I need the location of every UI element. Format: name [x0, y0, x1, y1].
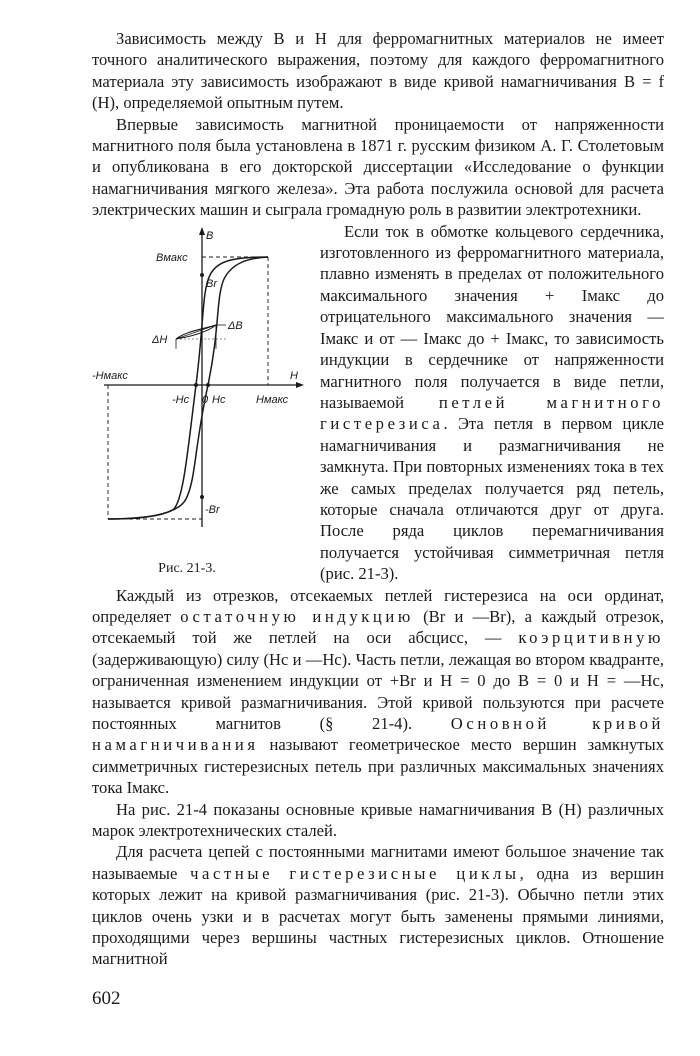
b-axis-arrow — [199, 227, 205, 235]
paragraph-3-text-b: . Эта петля в первом цикле намагничивания и размагничивания не замкнута. При повторных изменениях тока в тех же самых пределах получается ряд петель, которые сначала отличаются друг от друга. После ряда циклов перемагничивания получается устойчивая симметричная петля (рис. 21-3). — [320, 414, 664, 584]
term-coercive: коэрцитивную — [518, 628, 664, 648]
label-bmax: Bмакс — [156, 251, 188, 264]
page-number: 602 — [92, 988, 121, 1009]
h-axis-arrow — [296, 382, 304, 388]
hc-point — [206, 383, 210, 387]
paragraph-4-text-d: называют геометрическое место вершин замкнутых симметричных гистерезисных петель при различных максимальных значениях тока Iмакс. — [92, 735, 664, 798]
paragraph-6-text-a: Для расчета цепей с постоянными магнитами имеют большое значение так называемые — [92, 842, 664, 883]
term-hysteresis-loop: петлей магнитного гистерезиса — [320, 392, 664, 434]
paragraph-2: Впервые зависимость магнитной проницаемости от напряженности магнитного поля была установлена в 1871 г. русским физиком А. Г. Столетовым и опубликована в его докторской диссертации «Исследование о функции намагничивания мягкого железа». Эта работа послужила основой для расчета электрических машин и сыграла громадную роль в развитии электротехники. — [92, 114, 664, 220]
figure-caption: Рис. 21-3. — [158, 560, 216, 576]
term-residual-induction: остаточную индукцию — [180, 606, 414, 626]
term-main-magnetization-curve: Основной кривой намагничивания — [92, 714, 664, 755]
term-partial-hysteresis-cycles: частные гистерезисные циклы — [190, 863, 520, 883]
neg-hc-point — [194, 383, 198, 387]
label-neg-hc: -Hc — [172, 393, 190, 406]
loop-descending-branch — [108, 257, 268, 519]
label-hc: Hc — [212, 393, 226, 406]
label-hmax: Hмакс — [256, 393, 289, 406]
label-b: B — [206, 229, 214, 242]
paragraph-4 — [92, 585, 664, 799]
label-neg-hmax: -Hмакс — [92, 369, 128, 382]
page-body — [92, 28, 664, 970]
paragraph-6 — [92, 841, 664, 969]
minor-cycle-chord — [176, 325, 216, 339]
br-point — [200, 273, 204, 277]
label-dh: ΔH — [152, 333, 168, 346]
label-br: Br — [206, 277, 217, 290]
paragraph-5: На рис. 21-4 показаны основные кривые намагничивания B (H) различных марок электротехнических сталей. — [92, 799, 664, 841]
label-origin: 0 — [202, 393, 209, 406]
paragraph-4-text-c: (задерживающую) силу (Hc и —Hc). Часть петли, лежащая во втором квадранте, ограниченная изменением индукции от +Br и H = 0 до B = 0 и H = —Hc, называется кривой размагничивания. Этой кривой пользуются при расчете постоянных магнитов (§ 21-4). — [92, 649, 664, 733]
paragraph-4-text-b: (Br и —Br), а каждый отрезок, отсекаемый той же петлей на оси абсцисс, — — [92, 606, 664, 648]
label-h: H — [290, 369, 298, 382]
label-neg-br: -Br — [205, 503, 220, 516]
hysteresis-loop-diagram — [92, 227, 310, 557]
loop-ascending-branch — [108, 257, 268, 519]
neg-br-point — [200, 495, 204, 499]
paragraph-4-text-a: Каждый из отрезков, отсекаемых петлей гистерезиса на оси ординат, определяет — [92, 585, 664, 626]
figure-21-3 — [92, 227, 310, 583]
label-db: ΔB — [228, 319, 243, 332]
paragraph-6-text-b: , одна из вершин которых лежит на кривой размагничивания (рис. 21-3). Обычно петли этих циклов очень узки и в расчетах могут быть заменены прямыми линиями, проходящими через вершины частных гистерезисных циклов. Отношение магнитной — [92, 863, 664, 969]
paragraph-1: Зависимость между B и H для ферромагнитных материалов не имеет точного аналитического выражения, поэтому для каждого ферромагнитного материала эту зависимость изображают в виде кривой намагничивания B = f (H), определяемой опытным путем. — [92, 29, 664, 113]
paragraph-3-text-a: Если ток в обмотке кольцевого сердечника, изготовленного из ферромагнитного материала, плавно изменять в пределах от положительного максимального значения + Iмакс до отрицательного максимального значения — Iмакс и от — Iмакс до + Iмакс, то зависимость индукции в сердечнике от напряженности магнитного поля получается в виде петли, называемой — [320, 221, 664, 412]
